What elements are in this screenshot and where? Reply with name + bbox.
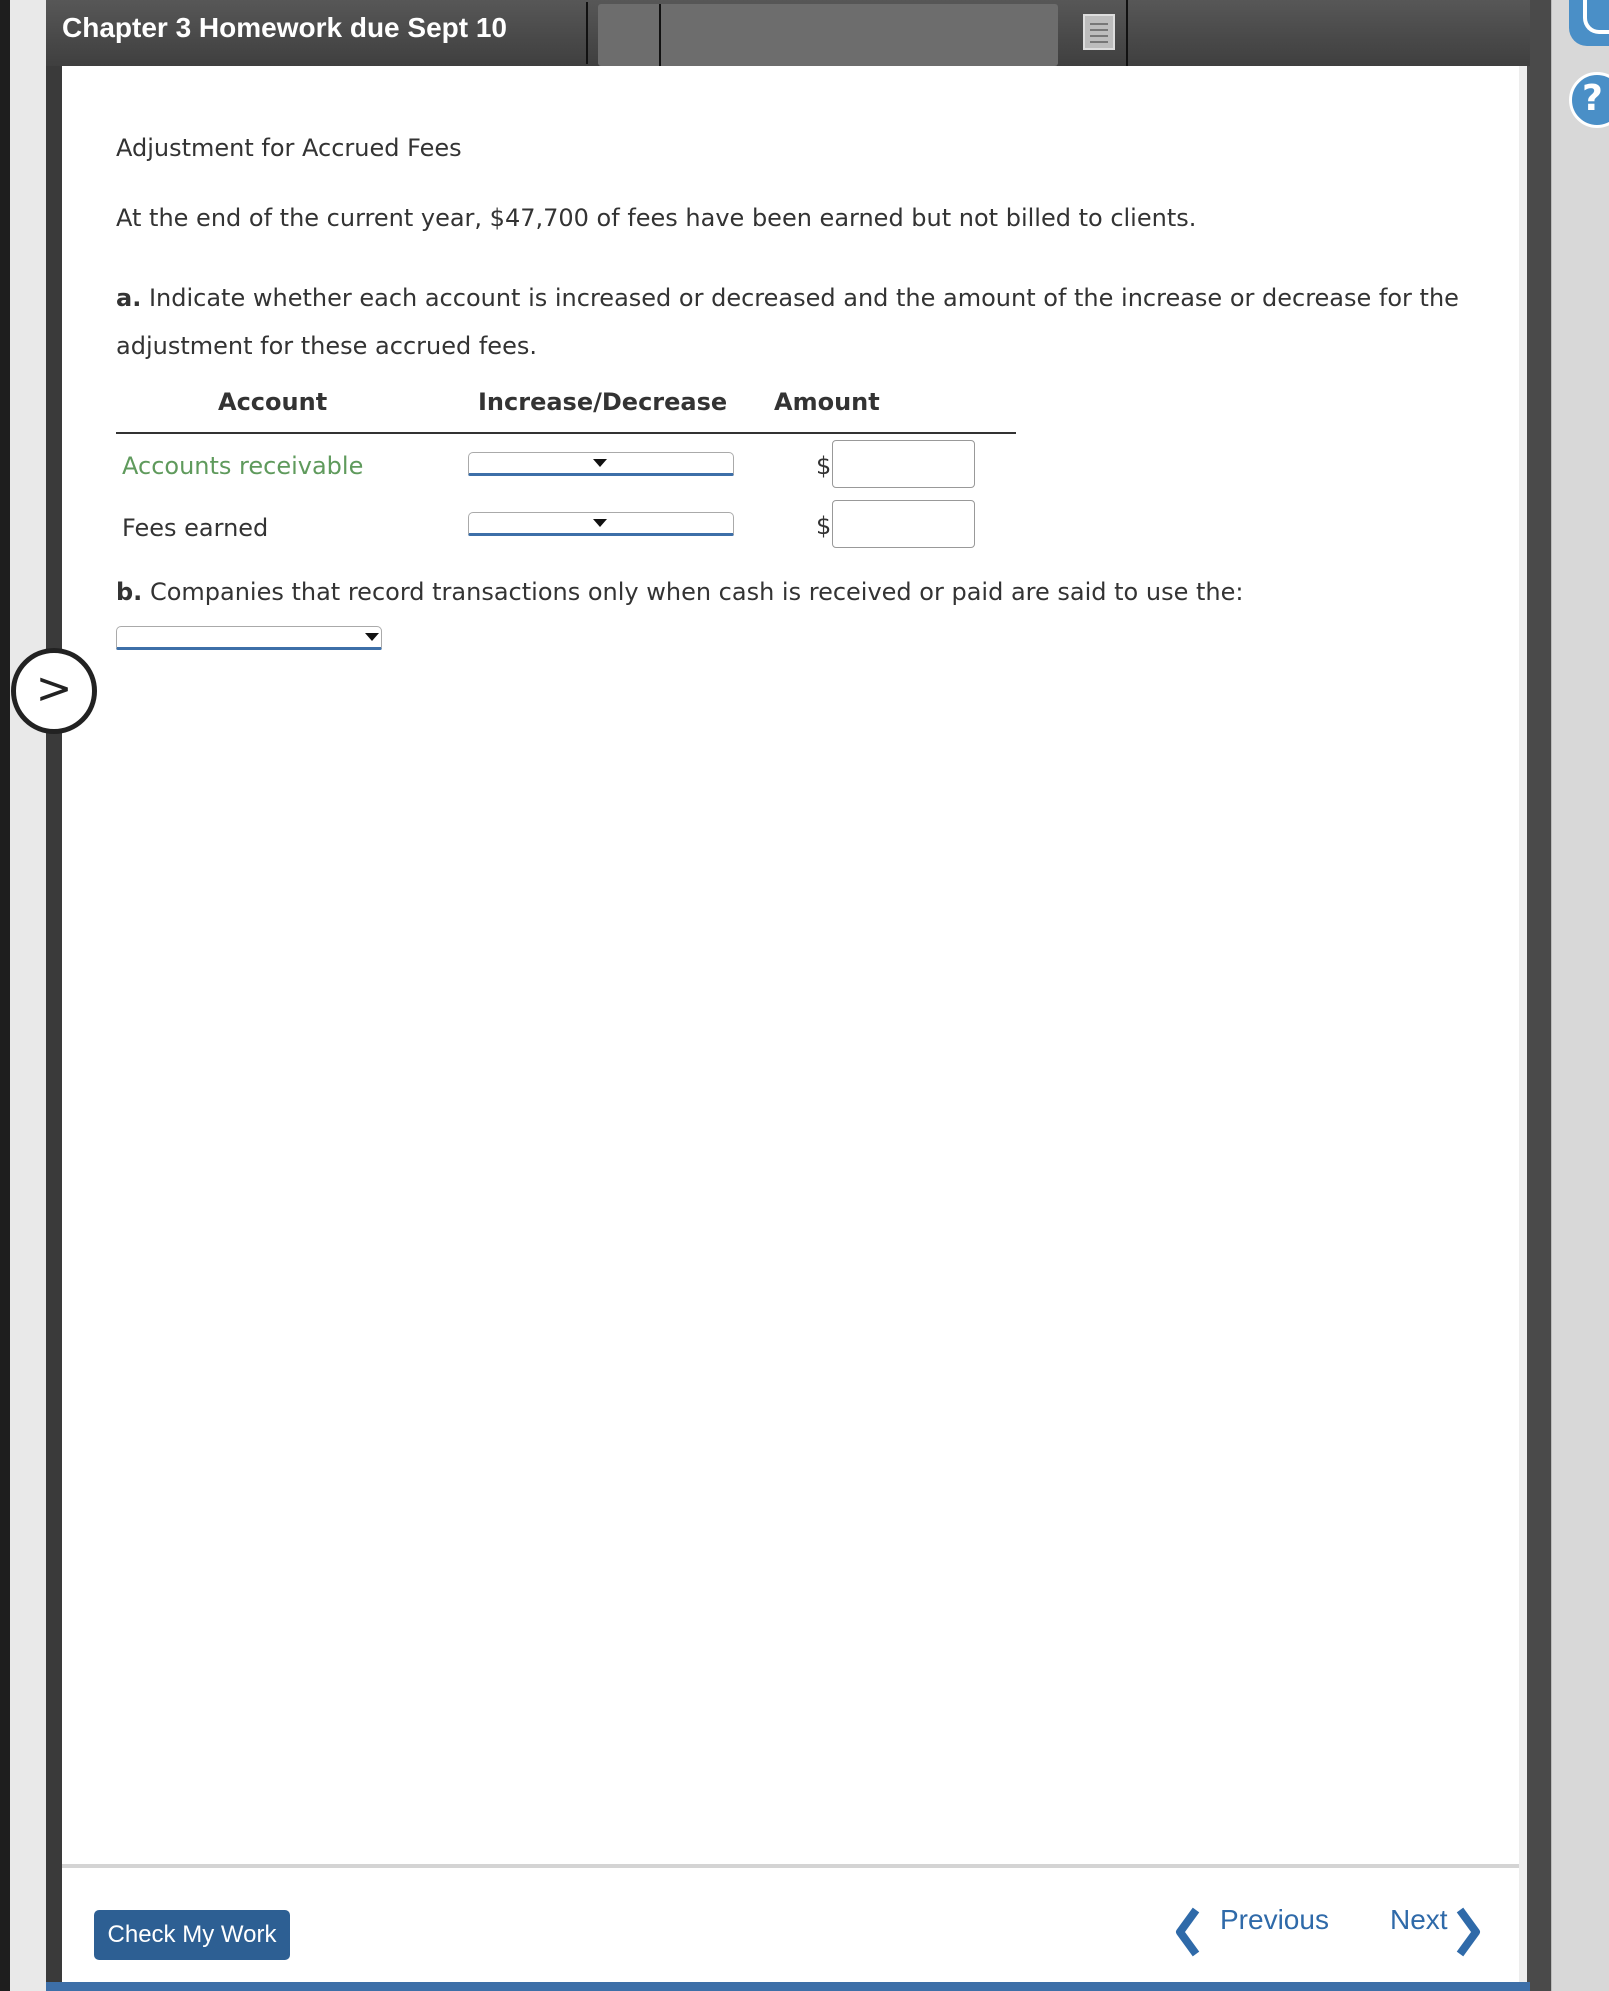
part-b-instructions	[116, 578, 1243, 606]
left-border	[46, 0, 62, 1991]
part-b-text: Companies that record transactions only when cash is received or paid are said to use the:	[149, 578, 1244, 606]
account-label-accounts-receivable: Accounts receivable	[122, 452, 364, 480]
amount-input[interactable]	[832, 440, 975, 488]
help-icon[interactable]: ?	[1569, 72, 1609, 128]
header-divider	[1126, 0, 1128, 66]
notes-icon[interactable]	[1083, 14, 1115, 50]
column-header-account: Account	[218, 388, 328, 416]
header-tab[interactable]	[598, 4, 1058, 66]
right-border	[1519, 0, 1527, 1991]
right-side-panel	[1551, 0, 1609, 1991]
right-gutter	[1527, 0, 1551, 1991]
part-a-text: Indicate whether each account is increased or decreased and the amount of the increase or decrease for the adjustment for these accrued fees.	[116, 284, 1459, 360]
expand-panel-button[interactable]: >	[11, 648, 97, 734]
chevron-left-icon[interactable]	[1174, 1906, 1202, 1958]
question-footer	[62, 1864, 1519, 1986]
left-gutter	[10, 0, 46, 1991]
question-panel	[62, 66, 1519, 1864]
chevron-down-icon	[365, 633, 379, 641]
assignment-header-bar	[46, 0, 1530, 66]
column-header-amount: Amount	[774, 388, 880, 416]
left-window-edge	[0, 0, 10, 1991]
part-a-instructions	[116, 274, 1516, 370]
increase-decrease-select[interactable]	[468, 512, 734, 536]
chevron-down-icon	[593, 519, 607, 527]
next-link[interactable]: Next	[1390, 1904, 1448, 1935]
previous-link[interactable]: Previous	[1220, 1904, 1329, 1935]
chevron-right-icon[interactable]	[1454, 1906, 1482, 1958]
side-panel-tab-icon[interactable]	[1569, 0, 1609, 46]
column-header-increase-decrease: Increase/Decrease	[478, 388, 728, 416]
header-divider	[659, 4, 661, 66]
part-a-label: a.	[116, 284, 142, 312]
currency-symbol: $	[816, 512, 832, 540]
table-header-divider	[116, 432, 1016, 434]
section-title: Adjustment for Accrued Fees	[116, 134, 462, 162]
amount-input[interactable]	[832, 500, 975, 548]
check-my-work-button[interactable]: Check My Work	[94, 1910, 290, 1960]
accounting-basis-select[interactable]	[116, 626, 382, 650]
bottom-accent-bar	[46, 1982, 1530, 1991]
problem-statement: At the end of the current year, $47,700 of fees have been earned but not billed to clients.	[116, 204, 1197, 232]
part-b-label: b.	[116, 578, 143, 606]
currency-symbol: $	[816, 452, 832, 480]
header-divider	[586, 2, 588, 64]
chevron-down-icon	[593, 459, 607, 467]
account-label-fees-earned: Fees earned	[122, 514, 269, 542]
increase-decrease-select[interactable]	[468, 452, 734, 476]
assignment-title: Chapter 3 Homework due Sept 10	[62, 12, 508, 43]
